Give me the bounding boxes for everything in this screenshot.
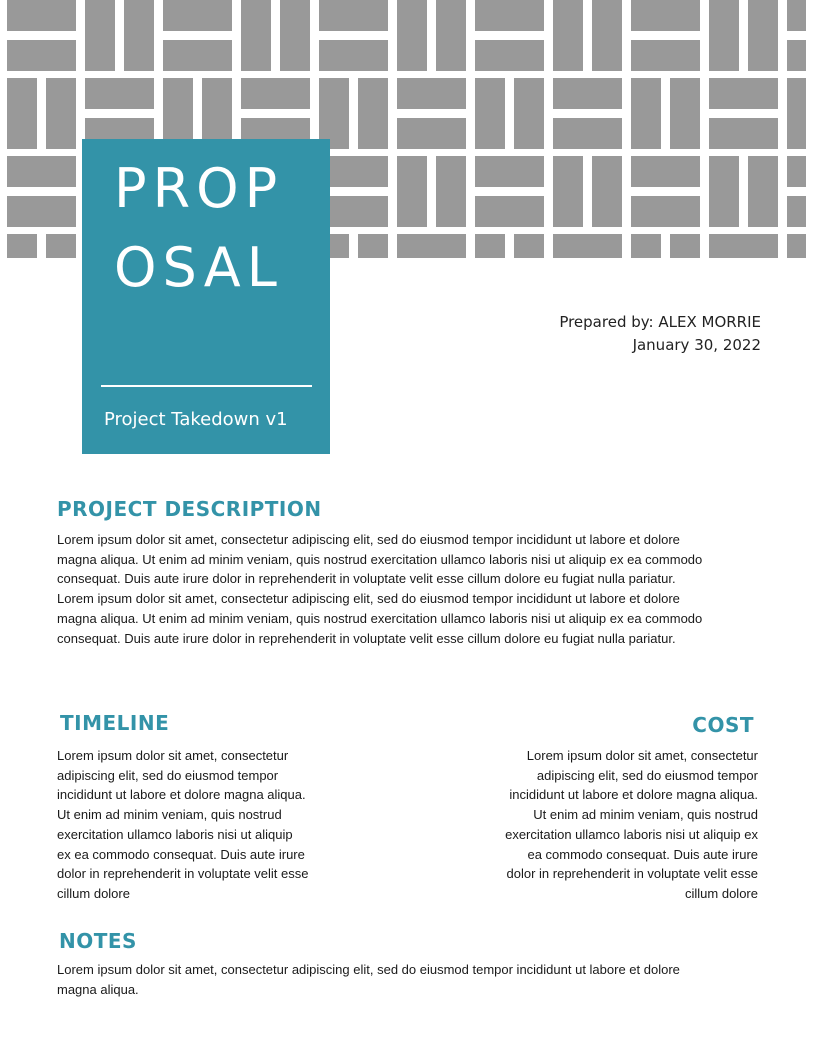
section-body-timeline: Lorem ipsum dolor sit amet, consectetur adipiscing elit, sed do eiusmod tempor incididunt ut labore et dolore magna aliqua. Ut enim ad minim veniam, quis nostrud exercitation ullamco laboris nisi ut aliquip ex ea commodo consequat. Duis aute irure dolor in reprehenderit in voluptate velit esse cillum dolore — [57, 748, 309, 901]
pattern-tile — [631, 78, 661, 149]
pattern-tile — [553, 234, 622, 258]
pattern-tile — [592, 0, 622, 71]
pattern-tile — [241, 78, 310, 109]
section-heading-notes: NOTES — [59, 929, 137, 953]
pattern-tile — [631, 156, 700, 187]
pattern-tile — [7, 40, 76, 71]
pattern-tile — [670, 78, 700, 149]
section-body-notes: Lorem ipsum dolor sit amet, consectetur adipiscing elit, sed do eiusmod tempor incididunt ut labore et dolore magna aliqua. — [57, 962, 680, 997]
pattern-tile — [7, 78, 37, 149]
pattern-tile — [397, 118, 466, 149]
pattern-tile — [397, 156, 427, 227]
prepared-date: January 30, 2022 — [632, 336, 761, 354]
pattern-tile — [787, 78, 806, 149]
pattern-tile — [319, 40, 388, 71]
pattern-tile — [475, 156, 544, 187]
pattern-tile — [787, 156, 806, 187]
pattern-tile — [436, 0, 466, 71]
pattern-tile — [7, 196, 76, 227]
pattern-tile — [475, 0, 544, 31]
section-heading-description: PROJECT DESCRIPTION — [57, 497, 322, 521]
pattern-tile — [319, 0, 388, 31]
pattern-tile — [514, 234, 544, 258]
pattern-tile — [124, 0, 154, 71]
pattern-tile — [475, 78, 505, 149]
pattern-tile — [85, 0, 115, 71]
pattern-tile — [397, 234, 466, 258]
prepared-info — [559, 311, 761, 357]
pattern-tile — [709, 234, 778, 258]
pattern-tile — [709, 78, 778, 109]
pattern-tile — [358, 234, 388, 258]
title-block — [82, 139, 330, 454]
section-heading-cost: COST — [692, 713, 754, 737]
pattern-tile — [748, 156, 778, 227]
section-body-description: Lorem ipsum dolor sit amet, consectetur adipiscing elit, sed do eiusmod tempor incididunt ut labore et dolore magna aliqua. Ut enim ad minim veniam, quis nostrud exercitation ullamco laboris nisi ut aliquip ex ea commodo consequat. Duis aute irure dolor in reprehenderit in voluptate velit esse cillum dolore eu fugiat nulla pariatur. Lorem ipsum dolor sit amet, consectetur adipiscing elit, sed do eiusmod tempor incididunt ut labore et dolore magna aliqua. Ut enim ad minim veniam, quis nostrud exercitation ullamco laboris nisi ut aliquip ex ea commodo consequat. Duis aute irure dolor in reprehenderit in voluptate velit esse cillum dolore eu fugiat nulla pariatur. — [57, 532, 703, 646]
pattern-tile — [553, 0, 583, 71]
project-name: Project Takedown v1 — [104, 409, 288, 430]
pattern-tile — [475, 40, 544, 71]
pattern-tile — [514, 78, 544, 149]
pattern-tile — [787, 40, 806, 71]
pattern-tile — [475, 234, 505, 258]
document-title: PROPOSAL — [114, 157, 284, 299]
pattern-tile — [709, 0, 739, 71]
section-heading-timeline: TIMELINE — [60, 711, 170, 735]
pattern-tile — [7, 234, 37, 258]
pattern-tile — [748, 0, 778, 71]
pattern-tile — [397, 0, 427, 71]
pattern-tile — [553, 118, 622, 149]
pattern-tile — [475, 196, 544, 227]
pattern-tile — [163, 0, 232, 31]
pattern-tile — [631, 0, 700, 31]
pattern-tile — [553, 78, 622, 109]
pattern-tile — [670, 234, 700, 258]
pattern-tile — [85, 78, 154, 109]
pattern-tile — [280, 0, 310, 71]
pattern-tile — [787, 196, 806, 227]
pattern-tile — [709, 156, 739, 227]
pattern-tile — [241, 0, 271, 71]
pattern-tile — [631, 234, 661, 258]
pattern-tile — [7, 156, 76, 187]
pattern-tile — [553, 156, 583, 227]
prepared-by: Prepared by: ALEX MORRIE — [559, 313, 761, 331]
pattern-tile — [163, 40, 232, 71]
pattern-tile — [397, 78, 466, 109]
pattern-tile — [358, 78, 388, 149]
pattern-tile — [787, 234, 806, 258]
section-body-cost: Lorem ipsum dolor sit amet, consectetur adipiscing elit, sed do eiusmod tempor incididunt ut labore et dolore magna aliqua. Ut enim ad minim veniam, quis nostrud exercitation ullamco laboris nisi ut aliquip ex ea commodo consequat. Duis aute irure dolor in reprehenderit in voluptate velit esse cillum dolore — [505, 748, 758, 901]
pattern-tile — [46, 78, 76, 149]
pattern-tile — [436, 156, 466, 227]
pattern-tile — [631, 196, 700, 227]
pattern-tile — [631, 40, 700, 71]
pattern-tile — [787, 0, 806, 31]
pattern-tile — [46, 234, 76, 258]
pattern-tile — [592, 156, 622, 227]
pattern-tile — [709, 118, 778, 149]
pattern-tile — [7, 0, 76, 31]
title-divider — [101, 385, 312, 387]
